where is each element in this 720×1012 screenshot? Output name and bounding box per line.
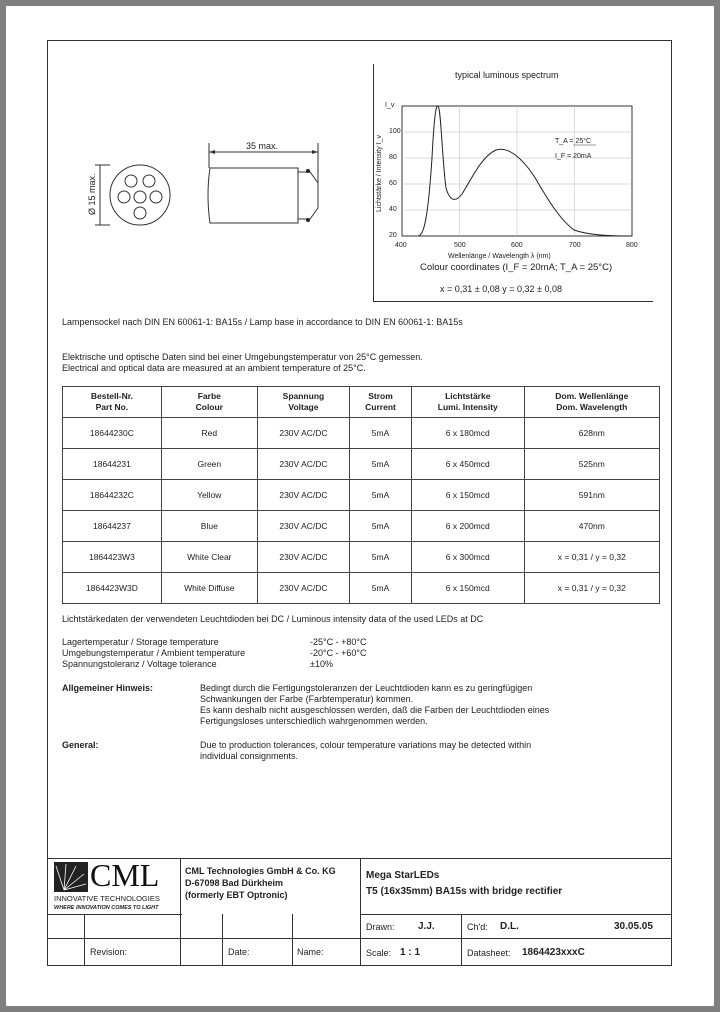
cml-logo-subtitle: INNOVATIVE TECHNOLOGIES	[54, 894, 160, 903]
storage-temp-value: -25°C - +80°C	[310, 637, 367, 647]
checked-label: Ch'd:	[467, 922, 488, 932]
product-description: T5 (16x35mm) BA15s with bridge rectifier	[366, 886, 563, 897]
dim-diameter-label: Ø 15 max.	[87, 173, 97, 215]
table-row	[63, 480, 660, 511]
title-block-divider	[360, 858, 361, 966]
cell-intensity: 6 x 180mcd	[411, 418, 524, 449]
cell-part-no: 1864423W3	[63, 542, 162, 573]
spectrum-cond-if: I_F = 20mA	[555, 153, 592, 160]
general-note-de-line: Bedingt durch die Fertigungstoleranzen der Leuchtdioden kann es zu geringfügigen	[200, 683, 533, 693]
voltage-tolerance-label: Spannungstoleranz / Voltage tolerance	[62, 659, 217, 669]
cell-wavelength: 591nm	[524, 480, 659, 511]
general-note-de-line: Schwankungen der Farbe (Farbtemperatur) kommen.	[200, 694, 414, 704]
cell-part-no: 18644230C	[63, 418, 162, 449]
cell-voltage: 230V AC/DC	[257, 573, 349, 604]
title-block-divider	[180, 858, 181, 966]
title-block-divider	[222, 914, 223, 966]
spectrum-curve	[418, 106, 632, 236]
spectrum-y-axis-label: Lichtstärke / Intensity I_v	[376, 134, 383, 212]
cell-colour: White Clear	[161, 542, 257, 573]
cell-intensity: 6 x 300mcd	[411, 542, 524, 573]
header-wavelength: Dom. Wellenlänge Dom. Wavelength	[524, 387, 659, 418]
spectrum-y-tick-40: 40	[389, 206, 397, 213]
spectrum-x-tick-600: 600	[511, 242, 523, 249]
general-note-en-line: individual consignments.	[200, 751, 299, 761]
cell-wavelength: x = 0,31 / y = 0,32	[524, 542, 659, 573]
cell-current: 5mA	[350, 542, 412, 573]
cell-colour: White Diffuse	[161, 573, 257, 604]
header-part-no: Bestell-Nr. Part No.	[63, 387, 162, 418]
cell-intensity: 6 x 150mcd	[411, 573, 524, 604]
datasheet-label: Datasheet:	[467, 948, 511, 958]
cell-current: 5mA	[350, 449, 412, 480]
cell-current: 5mA	[350, 511, 412, 542]
scale-label: Scale:	[366, 948, 392, 958]
table-row	[63, 418, 660, 449]
cell-current: 5mA	[350, 480, 412, 511]
company-name: CML Technologies GmbH & Co. KG	[185, 866, 336, 876]
cell-colour: Green	[161, 449, 257, 480]
header-colour: Farbe Colour	[161, 387, 257, 418]
title-block-divider	[84, 914, 85, 966]
spectrum-y-tick-20: 20	[389, 232, 397, 239]
title-block-divider	[292, 914, 293, 966]
ambient-note-de: Elektrische und optische Daten sind bei einer Umgebungstemperatur von 25°C gemessen.	[62, 352, 423, 362]
cell-current: 5mA	[350, 573, 412, 604]
header-current: Strom Current	[350, 387, 412, 418]
cml-logo-text: CML	[90, 857, 160, 893]
table-row	[63, 573, 660, 604]
general-note-en-line: Due to production tolerances, colour temperature variations may be detected within	[200, 740, 532, 750]
cell-wavelength: x = 0,31 / y = 0,32	[524, 573, 659, 604]
cell-voltage: 230V AC/DC	[257, 542, 349, 573]
cell-part-no: 18644232C	[63, 480, 162, 511]
spectrum-y-tick-80: 80	[389, 154, 397, 161]
dim-length-label: 35 max.	[246, 141, 279, 151]
cell-voltage: 230V AC/DC	[257, 480, 349, 511]
name-label: Name:	[297, 947, 324, 957]
cell-wavelength: 525nm	[524, 449, 659, 480]
spectrum-x-tick-400: 400	[395, 242, 407, 249]
general-note-de-line: Fertigungsloses unterschiedlich wahrgenommen werden.	[200, 716, 428, 726]
storage-temp-label: Lagertemperatur / Storage temperature	[62, 637, 219, 647]
colour-coordinates-label: Colour coordinates (I_F = 20mA; T_A = 25°C)	[420, 262, 613, 273]
spectrum-x-tick-500: 500	[454, 242, 466, 249]
dc-note: Lichtstärkedaten der verwendeten Leuchtdioden bei DC / Luminous intensity data of the used LEDs at DC	[62, 614, 484, 624]
header-voltage: Spannung Voltage	[257, 387, 349, 418]
sheet-date: 30.05.05	[614, 921, 653, 932]
drawn-value: J.J.	[418, 921, 435, 932]
cell-colour: Yellow	[161, 480, 257, 511]
cell-part-no: 18644231	[63, 449, 162, 480]
spectrum-y-tick-iv: I_v	[385, 102, 395, 109]
drawn-label: Drawn:	[366, 922, 395, 932]
title-block-line	[47, 914, 182, 915]
cell-intensity: 6 x 450mcd	[411, 449, 524, 480]
spectrum-title: typical luminous spectrum	[455, 70, 559, 80]
lamp-drawing	[80, 135, 340, 255]
title-block-line	[360, 914, 672, 915]
cell-part-no: 1864423W3D	[63, 573, 162, 604]
cml-logo-burst	[54, 862, 88, 892]
cell-colour: Blue	[161, 511, 257, 542]
cml-logo-tagline: WHERE INNOVATION COMES TO LIGHT	[54, 905, 159, 911]
general-note-de-line: Es kann deshalb nicht ausgeschlossen werden, daß die Farben der Leuchtdioden eines	[200, 705, 550, 715]
company-address: D-67098 Bad Dürkheim	[185, 878, 284, 888]
spectrum-x-tick-700: 700	[569, 242, 581, 249]
ambient-note-en: Electrical and optical data are measured at an ambient temperature of 25°C.	[62, 363, 366, 373]
cell-current: 5mA	[350, 418, 412, 449]
product-name: Mega StarLEDs	[366, 870, 440, 881]
general-note-de-label: Allgemeiner Hinweis:	[62, 683, 154, 693]
spectrum-chart	[378, 98, 658, 258]
ambient-temp-label: Umgebungstemperatur / Ambient temperature	[62, 648, 246, 658]
table-row	[63, 511, 660, 542]
checked-value: D.L.	[500, 921, 519, 932]
date-label: Date:	[228, 947, 250, 957]
spectrum-panel-bottom-border	[373, 301, 653, 302]
voltage-tolerance-value: ±10%	[310, 659, 333, 669]
spectrum-y-tick-100: 100	[389, 128, 401, 135]
cell-wavelength: 628nm	[524, 418, 659, 449]
table-header-row	[63, 387, 660, 418]
header-intensity: Lichtstärke Lumi. Intensity	[411, 387, 524, 418]
title-block-divider	[461, 914, 462, 966]
cell-colour: Red	[161, 418, 257, 449]
cell-intensity: 6 x 150mcd	[411, 480, 524, 511]
cell-intensity: 6 x 200mcd	[411, 511, 524, 542]
colour-coordinates-values: x = 0,31 ± 0,08 y = 0,32 ± 0,08	[440, 284, 562, 294]
lamp-base-line: Lampensockel nach DIN EN 60061-1: BA15s / Lamp base in accordance to DIN EN 60061-1: BA15s	[62, 317, 463, 327]
spectrum-x-tick-800: 800	[626, 242, 638, 249]
cell-wavelength: 470nm	[524, 511, 659, 542]
cell-voltage: 230V AC/DC	[257, 511, 349, 542]
scale-value: 1 : 1	[400, 947, 421, 958]
cell-part-no: 18644237	[63, 511, 162, 542]
spectrum-y-tick-60: 60	[389, 180, 397, 187]
cell-voltage: 230V AC/DC	[257, 449, 349, 480]
table-row	[63, 449, 660, 480]
table-row	[63, 542, 660, 573]
spectrum-cond-ta: T_A = 25°C	[555, 138, 592, 145]
spectrum-x-axis-label: Wellenlänge / Wavelength λ (nm)	[448, 253, 551, 260]
cell-voltage: 230V AC/DC	[257, 418, 349, 449]
revision-label: Revision:	[90, 947, 128, 957]
spec-table	[62, 386, 660, 604]
company-former: (formerly EBT Optronic)	[185, 890, 288, 900]
datasheet-number: 1864423xxxC	[522, 947, 585, 958]
ambient-temp-value: -20°C - +60°C	[310, 648, 367, 658]
general-note-en-label: General:	[62, 740, 99, 750]
